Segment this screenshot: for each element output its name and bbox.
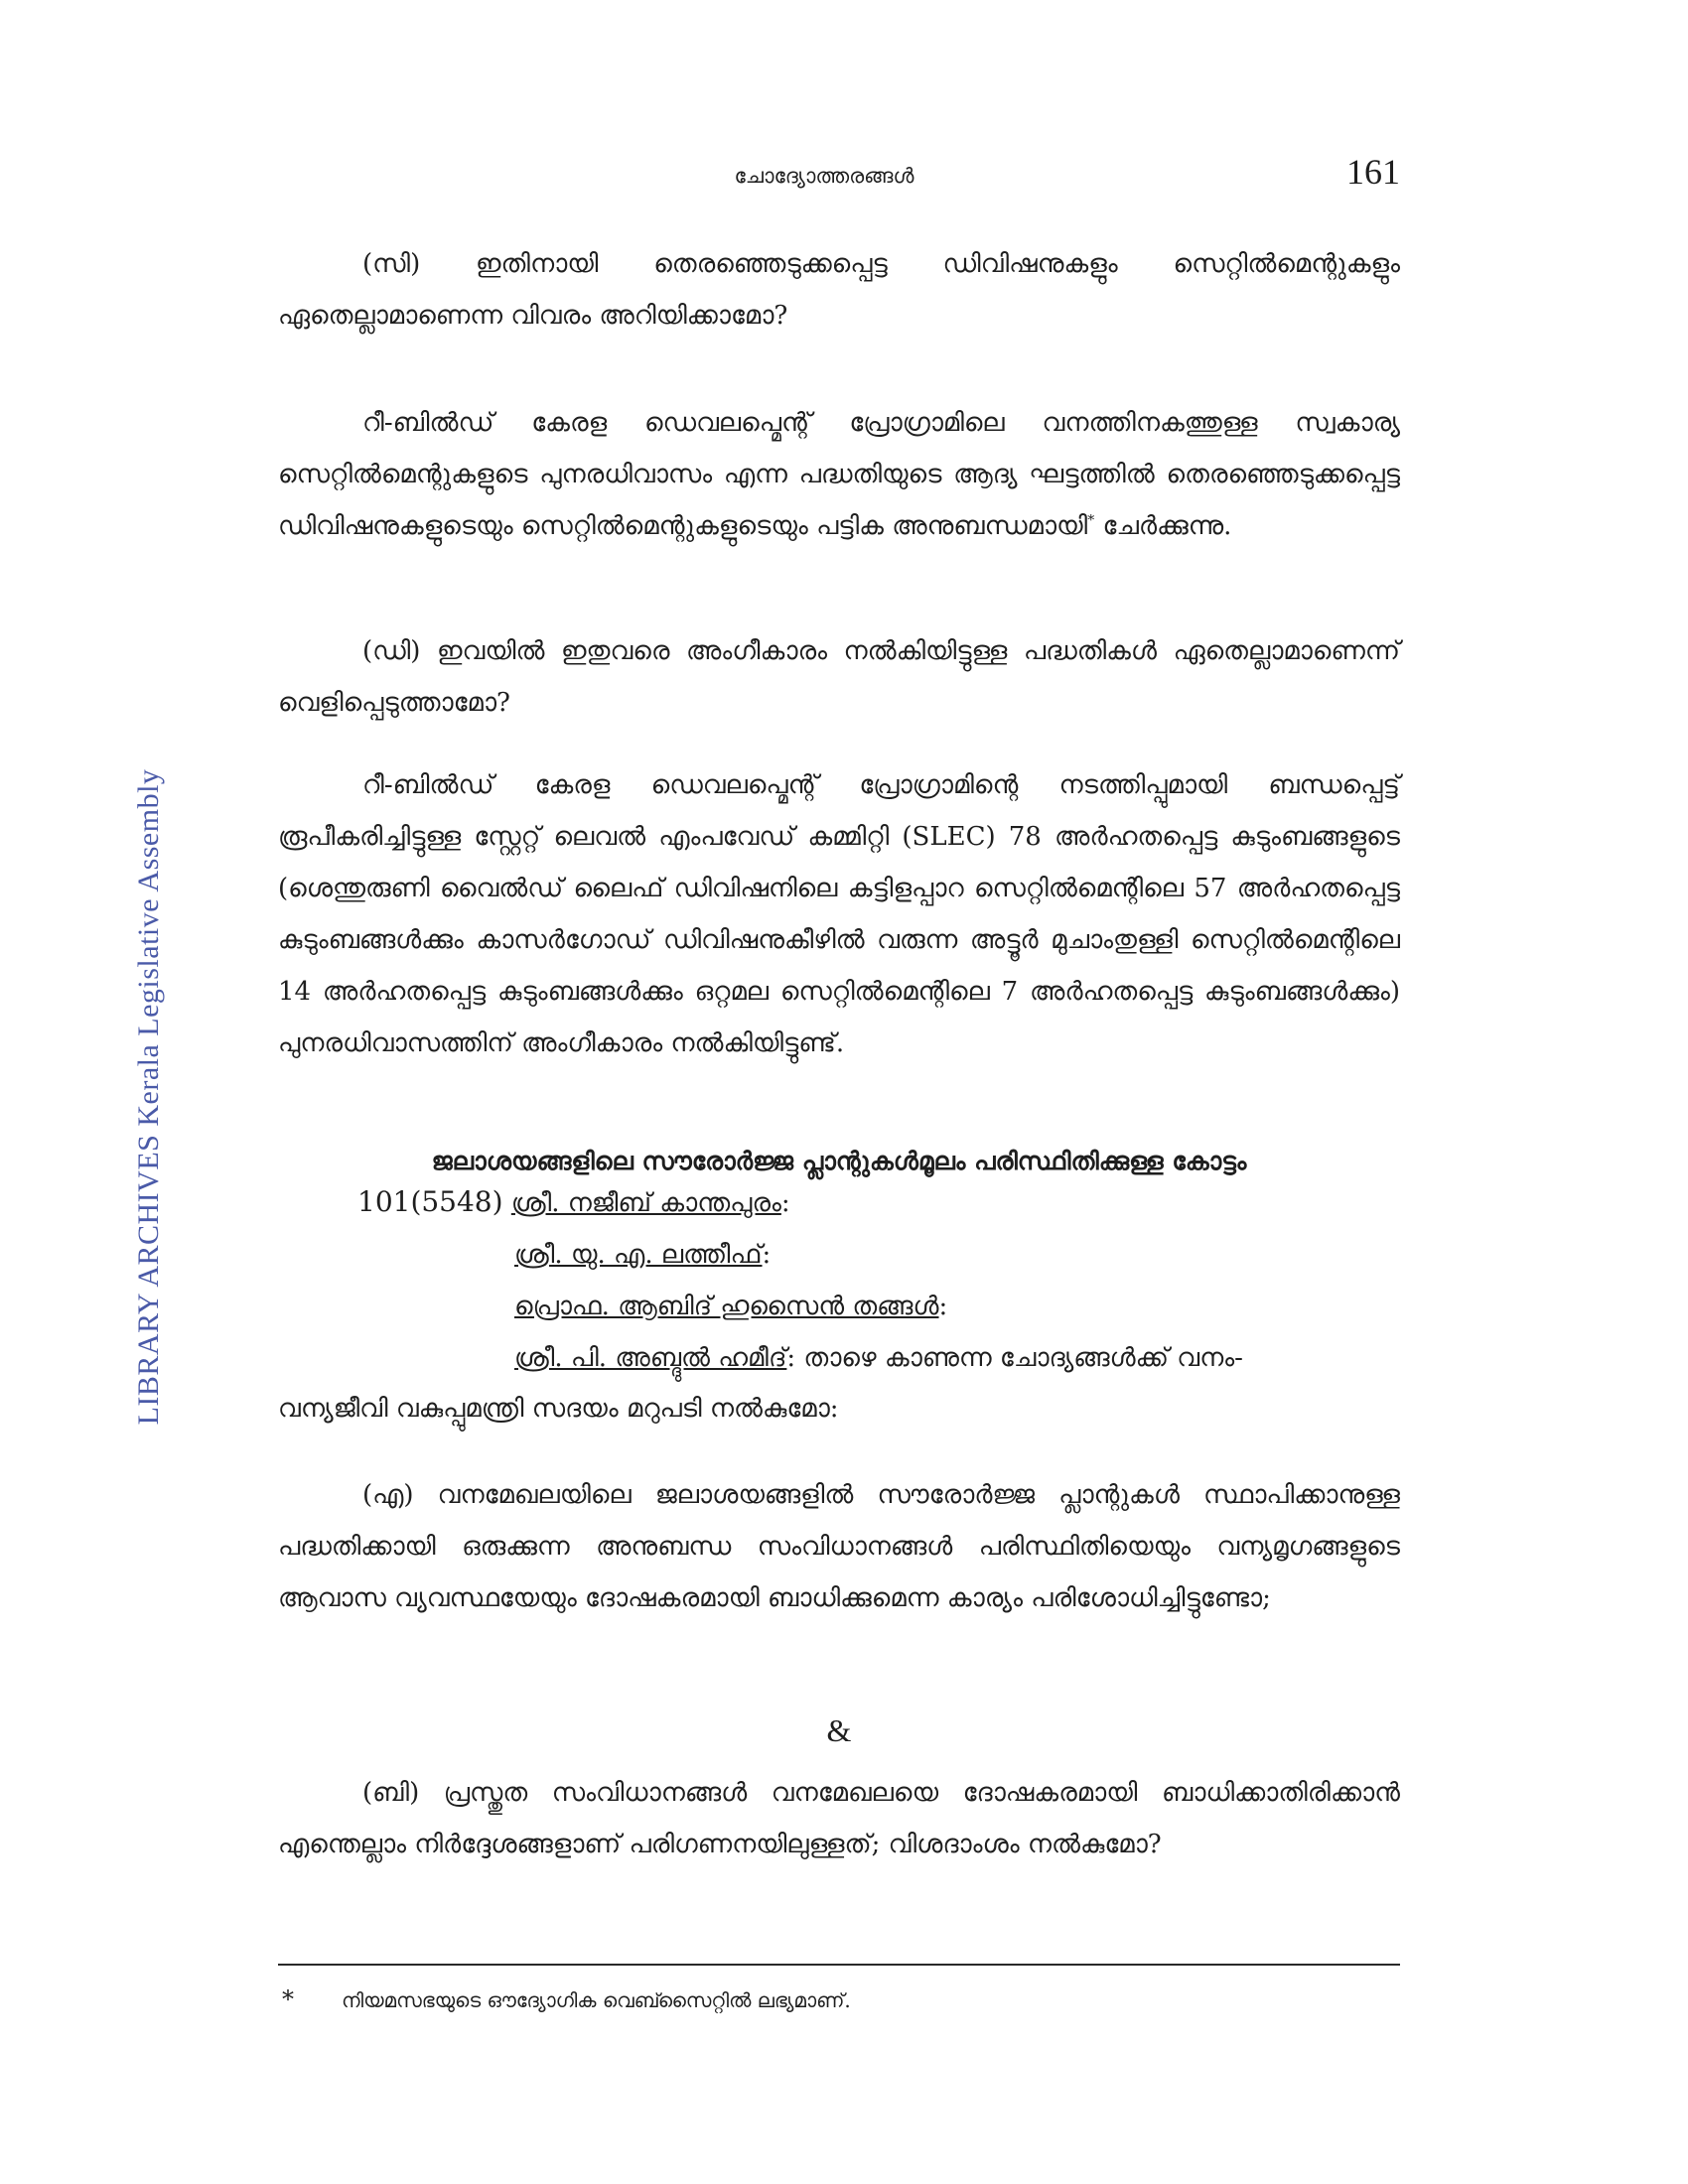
answer-d — [278, 759, 1400, 1069]
answer-d-text: റീ-ബിൽഡ് കേരള ഡെവലപ്മെന്റ് പ്രോഗ്രാമിന്റെ നടത്തിപ്പുമായി ബന്ധപ്പെട്ട് രൂപീകരിച്ചിട്ടുള്ള സ്റ്റേറ്റ് ലെവൽ എംപവേഡ് കമ്മിറ്റി (SLEC) 78 അർഹതപ്പെട്ട കുടുംബങ്ങളുടെ (ശെന്തുരുണി വൈൽഡ് ലൈഫ് ഡിവിഷനിലെ കട്ടിളപ്പാറ സെറ്റിൽമെന്റിലെ 57 അർഹതപ്പെട്ട കുടുംബങ്ങൾക്കും കാസർഗോഡ് ഡിവിഷനുകീഴിൽ വരുന്ന അട്ടൂർ മുചാംതുള്ളി സെറ്റിൽമെന്റിലെ 14 അർഹതപ്പെട്ട കുടുംബങ്ങൾക്കും ഒറ്റമല സെറ്റിൽമെന്റിലെ 7 അർഹതപ്പെട്ട കുടുംബങ്ങൾക്കും) പുനരധിവാസത്തിന് അംഗീകാരം നൽകിയിട്ടുണ്ട്. — [278, 770, 1400, 1058]
page-number: 161 — [1346, 152, 1400, 192]
footnote — [282, 1985, 1394, 2013]
member-row: പ്രൊഫ. ആബിദ് ഹുസൈൻ തങ്ങൾ: — [514, 1292, 948, 1321]
member-name: ശ്രീ. പി. അബ്ദുൽ ഹമീദ് — [514, 1343, 787, 1373]
question-c-text: (സി) ഇതിനായി തെരഞ്ഞെടുക്കപ്പെട്ട ഡിവിഷനുകളും സെറ്റിൽമെന്റുകളും ഏതെല്ലാമാണെന്ന വിവരം അറിയിക്കാമോ? — [278, 249, 1400, 331]
question-closing-line — [278, 1383, 1400, 1434]
member-row: 101(5548) ശ്രീ. നജീബ് കാന്തപുരം: — [357, 1185, 790, 1218]
question-d-text: (ഡി) ഇവയിൽ ഇതുവരെ അംഗീകാരം നൽകിയിട്ടുള്ള പദ്ധതികൾ ഏതെല്ലാമാണെന്ന് വെളിപ്പെടുത്താമോ? — [278, 636, 1400, 718]
footnote-text: നിയമസഭയുടെ ഔദ്യോഗിക വെബ്സൈറ്റിൽ ലഭ്യമാണ്. — [342, 1988, 851, 2012]
sub-question-a-text: (എ) വനമേഖലയിലെ ജലാശയങ്ങളിൽ സൗരോർജ്ജ പ്ലാന്റുകൾ സ്ഥാപിക്കാനുള്ള പദ്ധതിക്കായി ഒരുക്കുന്ന അനുബന്ധ സംവിധാനങ്ങൾ പരിസ്ഥിതിയെയും വന്യമൃഗങ്ങളുടെ ആവാസ വ്യവസ്ഥയേയും ദോഷകരമായി ബാധിക്കുമെന്ന കാര്യം പരിശോധിച്ചിട്ടുണ്ടോ; — [278, 1480, 1400, 1613]
answer-c — [278, 397, 1400, 552]
member-name: ശ്രീ. നജീബ് കാന്തപുരം — [510, 1188, 781, 1218]
member-row: ശ്രീ. യു. എ. ലത്തീഫ്: — [514, 1240, 772, 1270]
question-closing: : താഴെ കാണുന്ന ചോദ്യങ്ങൾക്ക് വനം- — [786, 1343, 1243, 1373]
sub-question-b — [278, 1767, 1400, 1870]
question-c — [278, 238, 1400, 341]
question-members — [357, 1176, 1400, 1384]
answer-c-text — [278, 397, 1400, 552]
footnote-divider — [278, 1964, 1400, 1966]
running-title: ചോദ്യോത്തരങ്ങൾ — [734, 164, 914, 188]
member-row — [357, 1332, 1400, 1384]
watermark: LIBRARY ARCHIVES Kerala Legislative Assembly — [132, 768, 165, 1426]
question-d — [278, 625, 1400, 729]
ampersand: & — [826, 1712, 852, 1748]
sub-question-a — [278, 1469, 1400, 1624]
sub-question-b-text: (ബി) പ്രസ്തുത സംവിധാനങ്ങൾ വനമേഖലയെ ദോഷകരമായി ബാധിക്കാതിരിക്കാൻ എന്തെല്ലാം നിർദ്ദേശങ്ങളാണ് പരിഗണനയിലുള്ളത്; വിശദാംശം നൽകുമോ? — [278, 1778, 1400, 1859]
footnote-reference: * — [1087, 512, 1095, 529]
member-name: പ്രൊഫ. ആബിദ് ഹുസൈൻ തങ്ങൾ — [514, 1292, 939, 1321]
answer-c-body: റീ-ബിൽഡ് കേരള ഡെവലപ്മെന്റ് പ്രോഗ്രാമിലെ വനത്തിനകത്തുള്ള സ്വകാര്യ സെറ്റിൽമെന്റുകളുടെ പുനരധിവാസം എന്ന പദ്ധതിയുടെ ആദ്യ ഘട്ടത്തിൽ തെരഞ്ഞെടുക്കപ്പെട്ട ഡിവിഷനുകളുടെയും സെറ്റിൽമെന്റുകളുടെയും പട്ടിക അനുബന്ധമായി — [278, 408, 1400, 541]
footnote-mark: * — [282, 1985, 294, 2013]
answer-c-end: ചേർക്കുന്നു. — [1094, 511, 1232, 541]
question-title: ജലാശയങ്ങളിലെ സൗരോർജ്ജ പ്ലാന്റുകൾമൂലം പരിസ്ഥിതിക്കുള്ള കോട്ടം — [431, 1147, 1247, 1175]
question-closing-2: വന്യജീവി വകുപ്പുമന്ത്രി സദയം മറുപടി നൽകുമോ: — [278, 1394, 839, 1424]
question-number: 101(5548) — [357, 1185, 503, 1218]
member-name: ശ്രീ. യു. എ. ലത്തീഫ് — [514, 1240, 763, 1270]
